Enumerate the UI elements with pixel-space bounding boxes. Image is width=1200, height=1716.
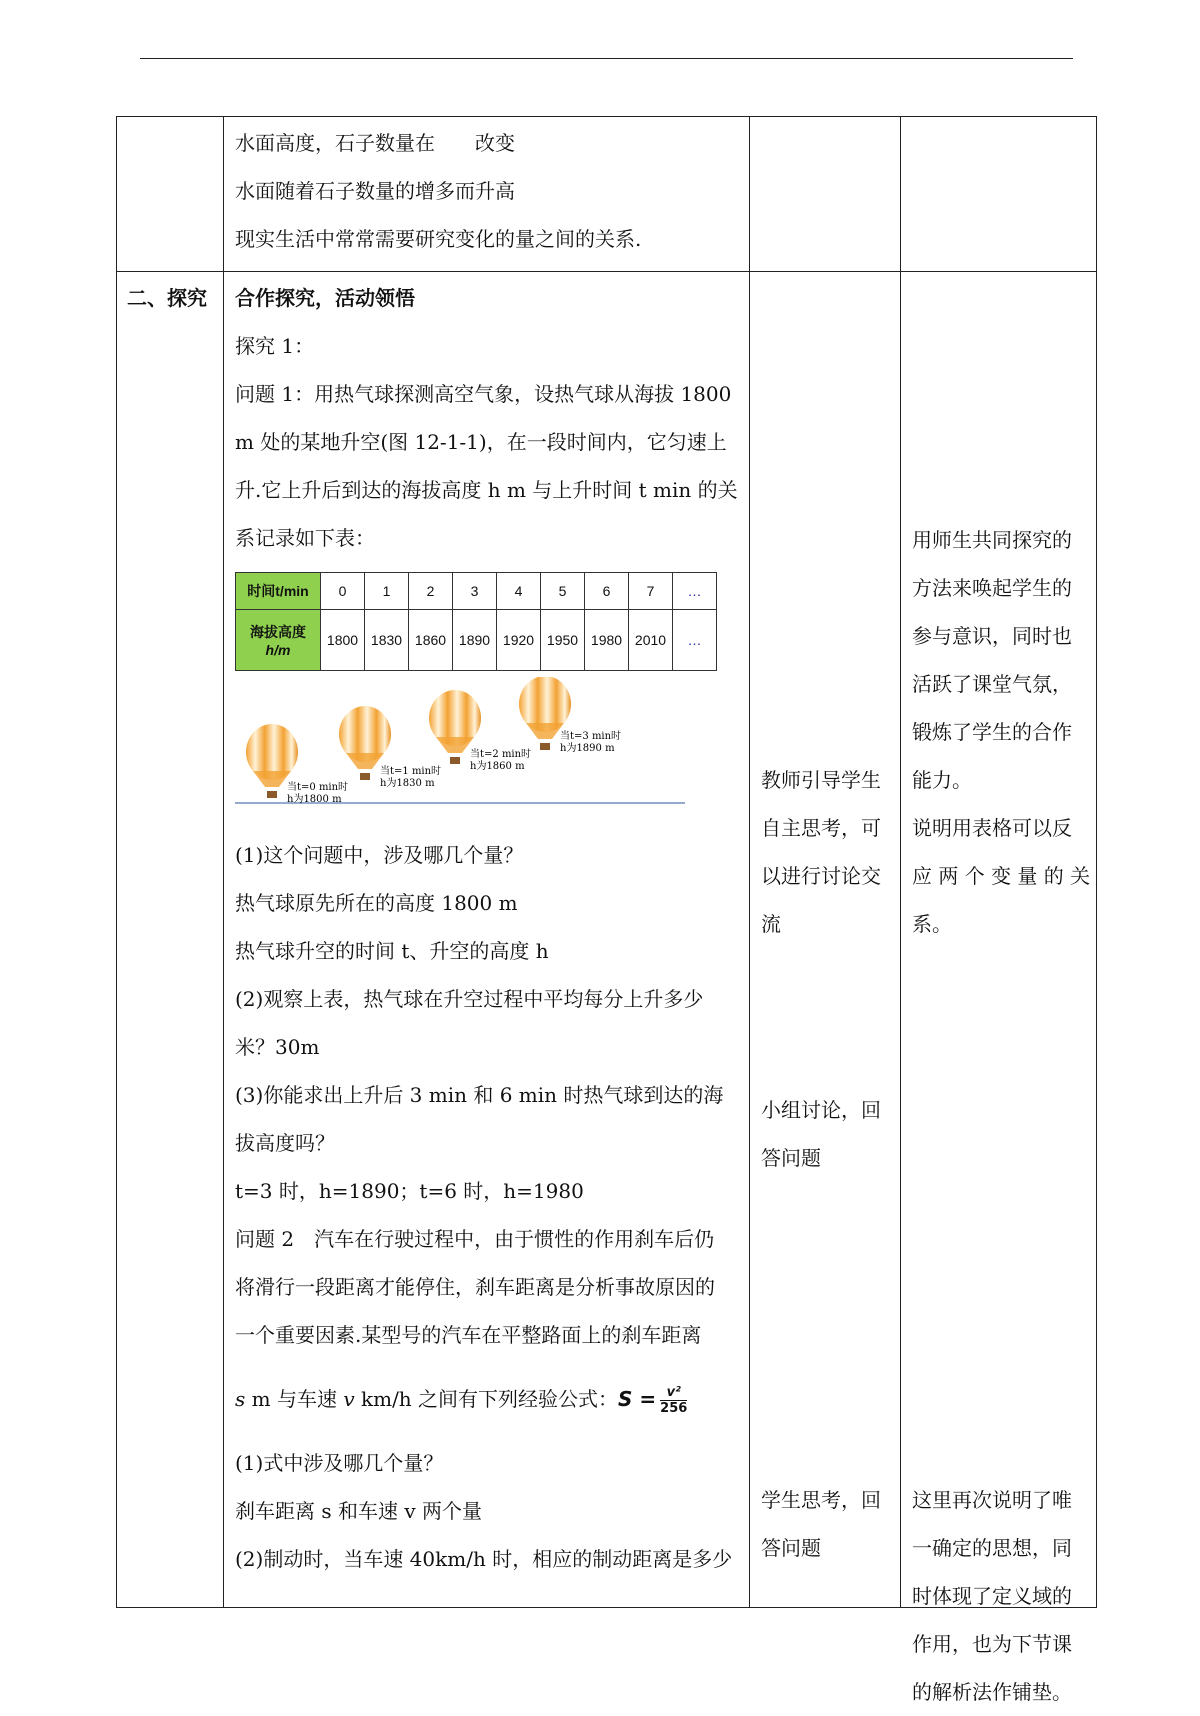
table-row: [117, 117, 1097, 272]
text-line: 拔高度吗？: [235, 1131, 335, 1155]
note-line: 这里再次说明了唯: [912, 1488, 1072, 1512]
intent-cell: [901, 117, 1097, 272]
note-line: 学生思考，回: [761, 1488, 881, 1512]
table-row: [236, 610, 717, 671]
balloon-label: 当t=1 min时: [380, 766, 442, 777]
note-line: 答问题: [761, 1536, 821, 1560]
height-cell: 1800: [321, 610, 365, 671]
note-line: 用师生共同探究的: [912, 528, 1072, 552]
teacher-note-2: [761, 1086, 881, 1182]
formula-denominator: 256: [660, 1401, 688, 1416]
text-line: 热气球原先所在的高度 1800 m: [235, 891, 518, 915]
height-cell: 1890: [453, 610, 497, 671]
note-line: 以进行讨论交: [761, 864, 881, 888]
note-line: 应 两 个 变 量 的 关: [912, 864, 1091, 888]
text-line: m 处的某地升空(图 12-1-1)，在一段时间内，它匀速上: [235, 430, 727, 454]
balloon-basket: [267, 791, 277, 798]
formula-lhs: S =: [618, 1387, 657, 1411]
time-cell: 3: [453, 573, 497, 610]
text-line: 米？30m: [235, 1035, 320, 1059]
intent-note-1: [912, 516, 1090, 948]
text-line: (1)这个问题中，涉及哪几个量？: [235, 843, 524, 867]
formula-var: v: [343, 1387, 355, 1411]
time-cell: 0: [321, 573, 365, 610]
balloon-label: h为1860 m: [470, 761, 525, 772]
intent-cell: [901, 272, 1097, 1704]
text-line: (3)你能求出上升后 3 min 和 6 min 时热气球到达的海: [235, 1083, 724, 1107]
table-header-height: [236, 610, 321, 671]
note-line: 的解析法作铺垫。: [912, 1680, 1072, 1704]
note-line: 作用，也为下节课: [912, 1632, 1072, 1656]
text-line: t=3 时，h=1890；t=6 时，h=1980: [235, 1179, 584, 1203]
balloon-label: h为1830 m: [380, 778, 435, 789]
balloon-neck: [526, 723, 564, 739]
time-cell: 5: [541, 573, 585, 610]
note-line: 能力。: [912, 768, 972, 792]
balloon-label: 当t=3 min时: [560, 731, 622, 742]
text-line: 升.它上升后到达的海拔高度 h m 与上升时间 t min 的关: [235, 478, 738, 502]
time-cell: 7: [629, 573, 673, 610]
teacher-note-3: [761, 1476, 881, 1572]
table-header-time: 时间t/min: [236, 573, 321, 610]
height-cell: …: [673, 610, 717, 671]
note-line: 一确定的思想，同: [912, 1536, 1072, 1560]
time-cell: 1: [365, 573, 409, 610]
note-line: 流: [761, 912, 781, 936]
height-cell: 1920: [497, 610, 541, 671]
text-line: 问题 1：用热气球探测高空气象，设热气球从海拔 1800: [235, 382, 732, 406]
stage-cell: [117, 272, 224, 1608]
note-line: 说明用表格可以反: [912, 816, 1072, 840]
height-cell: 1980: [585, 610, 629, 671]
note-line: 锻炼了学生的合作: [912, 720, 1072, 744]
height-cell: 1860: [409, 610, 453, 671]
balloon-label: h为1890 m: [560, 743, 615, 754]
header-rule: [140, 58, 1073, 59]
table-row: [236, 573, 717, 610]
balloon-neck: [436, 737, 474, 753]
content-cell: [224, 272, 750, 1608]
teacher-note-1: [761, 756, 881, 948]
note-line: 时体现了定义域的: [912, 1584, 1072, 1608]
balloon-basket: [540, 743, 550, 750]
note-line: 活跃了课堂气氛，: [912, 672, 1072, 696]
balloon-illustration: [235, 677, 695, 817]
note-line: 自主思考，可: [761, 816, 881, 840]
formula-text: m 与车速: [245, 1387, 344, 1411]
text-line: 系记录如下表：: [235, 526, 375, 550]
table-row: [117, 272, 1097, 1608]
altitude-table: [235, 572, 717, 671]
activity-cell: [750, 117, 901, 272]
text-line: 探究 1：: [235, 334, 315, 358]
balloon-neck: [346, 753, 384, 769]
time-cell: 4: [497, 573, 541, 610]
text-line: 将滑行一段距离才能停住，刹车距离是分析事故原因的: [235, 1275, 715, 1299]
text-line: 水面高度，石子数量在 改变: [235, 131, 515, 155]
text-line: 一个重要因素.某型号的汽车在平整路面上的刹车距离: [235, 1323, 702, 1347]
balloon-basket: [450, 757, 460, 764]
time-cell: …: [673, 573, 717, 610]
height-cell: 1830: [365, 610, 409, 671]
lesson-plan-table: [116, 116, 1097, 1704]
balloon-label: 当t=2 min时: [470, 749, 532, 760]
balloon-basket: [360, 773, 370, 780]
formula-fraction: [660, 1385, 687, 1416]
stage-cell: [117, 117, 224, 272]
text-line: 现实生活中常常需要研究变化的量之间的关系.: [235, 227, 642, 251]
formula-numerator: v²: [660, 1385, 687, 1401]
header-line: 海拔高度: [250, 624, 306, 640]
content-cell: [224, 117, 750, 272]
note-line: 参与意识，同时也: [912, 624, 1072, 648]
activity-cell: [750, 272, 901, 1608]
text-line: (2)制动时，当车速 40km/h 时，相应的制动距离是多少: [235, 1547, 733, 1571]
time-cell: 2: [409, 573, 453, 610]
text-line: 水面随着石子数量的增多而升高: [235, 179, 515, 203]
note-line: 教师引导学生: [761, 768, 881, 792]
height-cell: 2010: [629, 610, 673, 671]
balloon-label: h为1800 m: [287, 794, 342, 805]
text-line: 热气球升空的时间 t、升空的高度 h: [235, 939, 549, 963]
text-line: (1)式中涉及哪几个量？: [235, 1451, 444, 1475]
stage-label: 二、探究: [127, 286, 207, 310]
section-heading: 合作探究，活动领悟: [235, 286, 415, 310]
balloon-neck: [253, 771, 291, 787]
note-line: 方法来唤起学生的: [912, 576, 1072, 600]
formula-text: km/h 之间有下列经验公式：: [354, 1387, 619, 1411]
note-line: 小组讨论，回: [761, 1098, 881, 1122]
height-cell: 1950: [541, 610, 585, 671]
altitude-table-wrap: [235, 572, 739, 671]
intent-note-2: [912, 1476, 1072, 1716]
note-line: 系。: [912, 912, 952, 936]
note-line: 答问题: [761, 1146, 821, 1170]
formula-var: s: [235, 1387, 246, 1411]
header-line: h/m: [265, 642, 291, 658]
text-line: 刹车距离 s 和车速 v 两个量: [235, 1499, 482, 1523]
text-line: 问题 2 汽车在行驶过程中，由于惯性的作用刹车后仍: [235, 1227, 715, 1251]
formula-line: [235, 1359, 739, 1439]
text-line: (2)观察上表，热气球在升空过程中平均每分上升多少: [235, 987, 704, 1011]
time-cell: 6: [585, 573, 629, 610]
balloon-label: 当t=0 min时: [287, 782, 349, 793]
